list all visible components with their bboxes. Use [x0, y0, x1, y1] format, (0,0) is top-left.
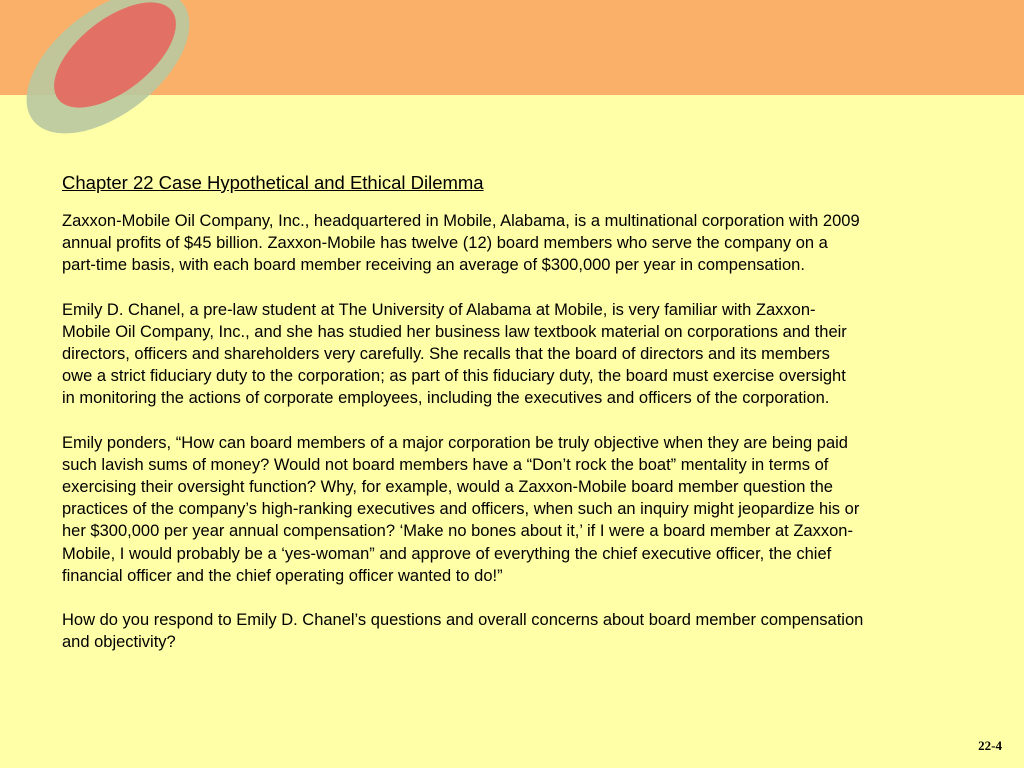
slide-title: Chapter 22 Case Hypothetical and Ethical Dilemma [62, 172, 484, 193]
slide-content [62, 170, 982, 675]
paragraph-emily-quote: Emily ponders, “How can board members of a major corporation be truly objective when they are being paid such lavish sums of money? Would not board members have a “Don’t rock the boat” mentality in terms of exercising their oversight function? Why, for example, would a Zaxxon-Mobile board member question the practices of the company’s high-ranking executives and officers, when such an inquiry might jeopardize his or her $300,000 per year annual compensation? ‘Make no bones about it,’ if I were a board member at Zaxxon- Mobile, I would probably be a ‘yes-woman” and approve of everything the chief executive officer, the chief financial officer and the chief operating officer wanted to do!” [62, 433, 860, 585]
paragraph-emily-background: Emily D. Chanel, a pre-law student at The University of Alabama at Mobile, is very familiar with Zaxxon- Mobile Oil Company, Inc., and she has studied her business law textbook material on corporations and their directors, officers and shareholders very carefully. She recalls that the board of directors and its members owe a strict fiduciary duty to the corporation; as part of this fiduciary duty, the board must exercise oversight in monitoring the actions of corporate employees, including the executives and officers of the corporation. [62, 300, 847, 408]
decorative-shape [0, 0, 260, 140]
paragraph-company: Zaxxon-Mobile Oil Company, Inc., headquartered in Mobile, Alabama, is a multinational corporation with 2009 annual profits of $45 billion. Zaxxon-Mobile has twelve (12) board members who serve the company on a part-time basis, with each board member receiving an average of $300,000 per year in compensation. [62, 212, 860, 275]
paragraph-question: How do you respond to Emily D. Chanel’s questions and overall concerns about board member compensation and objectivity? [62, 611, 864, 652]
slide-number: 22-4 [978, 738, 1002, 753]
